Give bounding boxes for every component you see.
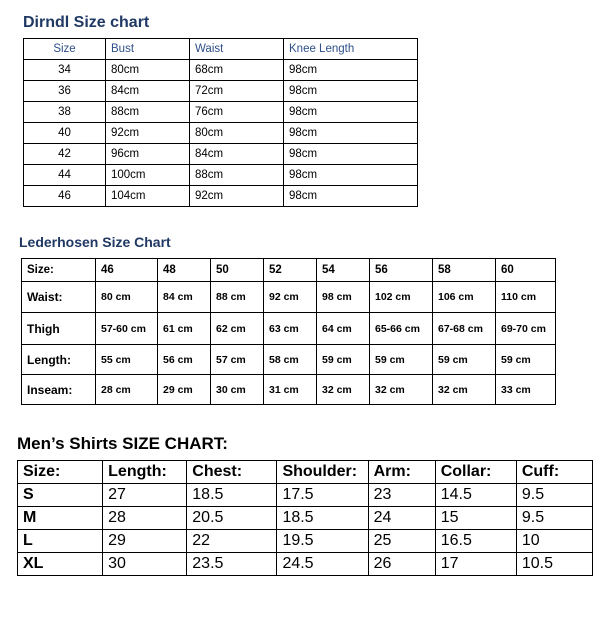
table-cell: 57-60 cm: [96, 313, 158, 345]
table-cell: 48: [158, 259, 211, 282]
column-header: Chest:: [187, 461, 277, 484]
table-cell: 17.5: [277, 484, 368, 507]
table-cell: 38: [24, 102, 106, 123]
dirndl-size-table: [23, 38, 418, 207]
table-row: [22, 345, 556, 375]
column-header: Size:: [18, 461, 103, 484]
row-label: L: [18, 530, 103, 553]
column-header: Size: [24, 39, 106, 60]
table-cell: 98cm: [284, 60, 418, 81]
lederhosen-size-table: [21, 258, 556, 405]
table-cell: 32 cm: [433, 375, 496, 405]
table-cell: 30 cm: [211, 375, 264, 405]
row-label: S: [18, 484, 103, 507]
table-cell: 32 cm: [370, 375, 433, 405]
table-cell: 84 cm: [158, 282, 211, 313]
table-cell: 80cm: [106, 60, 190, 81]
table-cell: 92 cm: [264, 282, 317, 313]
table-cell: 88cm: [190, 165, 284, 186]
table-cell: 98cm: [284, 144, 418, 165]
table-cell: 98cm: [284, 123, 418, 144]
table-cell: 57 cm: [211, 345, 264, 375]
table-cell: 20.5: [187, 507, 277, 530]
table-cell: 10.5: [516, 553, 592, 576]
table-cell: 44: [24, 165, 106, 186]
table-row: [18, 484, 593, 507]
table-cell: 98cm: [284, 102, 418, 123]
table-cell: 16.5: [435, 530, 516, 553]
table-cell: 27: [103, 484, 187, 507]
table-row: [18, 530, 593, 553]
table-cell: 28: [103, 507, 187, 530]
row-label: Length:: [22, 345, 96, 375]
row-label: Thigh: [22, 313, 96, 345]
dirndl-chart-title: Dirndl Size chart: [23, 14, 150, 31]
shirts-chart-title: Men’s Shirts SIZE CHART:: [17, 434, 228, 453]
table-row: [24, 123, 418, 144]
table-cell: 32 cm: [317, 375, 370, 405]
table-cell: 92cm: [190, 186, 284, 207]
column-header: Length:: [103, 461, 187, 484]
column-header: Waist: [190, 39, 284, 60]
column-header: Arm:: [368, 461, 435, 484]
table-cell: 54: [317, 259, 370, 282]
table-cell: 34: [24, 60, 106, 81]
table-row: [18, 553, 593, 576]
table-cell: 30: [103, 553, 187, 576]
table-row: [22, 375, 556, 405]
table-cell: 31 cm: [264, 375, 317, 405]
table-cell: 80cm: [190, 123, 284, 144]
column-header: Cuff:: [516, 461, 592, 484]
table-cell: 64 cm: [317, 313, 370, 345]
column-header: Bust: [106, 39, 190, 60]
table-cell: 9.5: [516, 484, 592, 507]
table-cell: 40: [24, 123, 106, 144]
table-header-row: [24, 39, 418, 60]
table-cell: 56: [370, 259, 433, 282]
table-cell: 29 cm: [158, 375, 211, 405]
table-cell: 42: [24, 144, 106, 165]
table-cell: 52: [264, 259, 317, 282]
table-cell: 98cm: [284, 165, 418, 186]
table-header-row: [18, 461, 593, 484]
table-cell: 14.5: [435, 484, 516, 507]
table-cell: 63 cm: [264, 313, 317, 345]
row-label: Inseam:: [22, 375, 96, 405]
table-cell: 46: [24, 186, 106, 207]
table-cell: 33 cm: [496, 375, 556, 405]
table-row: [24, 81, 418, 102]
table-cell: 23.5: [187, 553, 277, 576]
table-row: [24, 60, 418, 81]
table-cell: 26: [368, 553, 435, 576]
table-cell: 24.5: [277, 553, 368, 576]
lederhosen-chart-title: Lederhosen Size Chart: [19, 234, 171, 250]
table-cell: 69-70 cm: [496, 313, 556, 345]
table-cell: 59 cm: [433, 345, 496, 375]
table-cell: 80 cm: [96, 282, 158, 313]
table-row: [24, 102, 418, 123]
table-cell: 15: [435, 507, 516, 530]
table-cell: 59 cm: [317, 345, 370, 375]
table-cell: 18.5: [277, 507, 368, 530]
table-cell: 22: [187, 530, 277, 553]
table-row: [22, 313, 556, 345]
table-cell: 65-66 cm: [370, 313, 433, 345]
table-cell: 84cm: [190, 144, 284, 165]
table-cell: 98cm: [284, 186, 418, 207]
table-cell: 92cm: [106, 123, 190, 144]
table-cell: 72cm: [190, 81, 284, 102]
table-row: [24, 165, 418, 186]
table-cell: 50: [211, 259, 264, 282]
table-row: [18, 507, 593, 530]
table-cell: 67-68 cm: [433, 313, 496, 345]
row-label: Waist:: [22, 282, 96, 313]
table-cell: 56 cm: [158, 345, 211, 375]
column-header: Collar:: [435, 461, 516, 484]
table-cell: 110 cm: [496, 282, 556, 313]
table-cell: 36: [24, 81, 106, 102]
table-row: [22, 282, 556, 313]
table-cell: 9.5: [516, 507, 592, 530]
column-header: Knee Length: [284, 39, 418, 60]
table-cell: 100cm: [106, 165, 190, 186]
table-cell: 84cm: [106, 81, 190, 102]
table-cell: 68cm: [190, 60, 284, 81]
column-header: Shoulder:: [277, 461, 368, 484]
row-label: M: [18, 507, 103, 530]
table-row: [24, 144, 418, 165]
table-cell: 59 cm: [370, 345, 433, 375]
table-cell: 10: [516, 530, 592, 553]
table-cell: 24: [368, 507, 435, 530]
table-cell: 25: [368, 530, 435, 553]
table-cell: 18.5: [187, 484, 277, 507]
table-cell: 19.5: [277, 530, 368, 553]
table-cell: 61 cm: [158, 313, 211, 345]
table-cell: 88cm: [106, 102, 190, 123]
row-label: Size:: [22, 259, 96, 282]
table-cell: 76cm: [190, 102, 284, 123]
table-cell: 98 cm: [317, 282, 370, 313]
shirts-size-table: [17, 460, 593, 576]
table-cell: 46: [96, 259, 158, 282]
table-cell: 23: [368, 484, 435, 507]
table-cell: 60: [496, 259, 556, 282]
table-cell: 102 cm: [370, 282, 433, 313]
table-cell: 55 cm: [96, 345, 158, 375]
table-cell: 104cm: [106, 186, 190, 207]
table-cell: 58: [433, 259, 496, 282]
table-cell: 58 cm: [264, 345, 317, 375]
table-cell: 106 cm: [433, 282, 496, 313]
table-cell: 88 cm: [211, 282, 264, 313]
table-header-row: [22, 259, 556, 282]
table-cell: 96cm: [106, 144, 190, 165]
table-cell: 17: [435, 553, 516, 576]
table-cell: 98cm: [284, 81, 418, 102]
table-cell: 29: [103, 530, 187, 553]
table-cell: 28 cm: [96, 375, 158, 405]
table-cell: 59 cm: [496, 345, 556, 375]
table-row: [24, 186, 418, 207]
table-cell: 62 cm: [211, 313, 264, 345]
row-label: XL: [18, 553, 103, 576]
